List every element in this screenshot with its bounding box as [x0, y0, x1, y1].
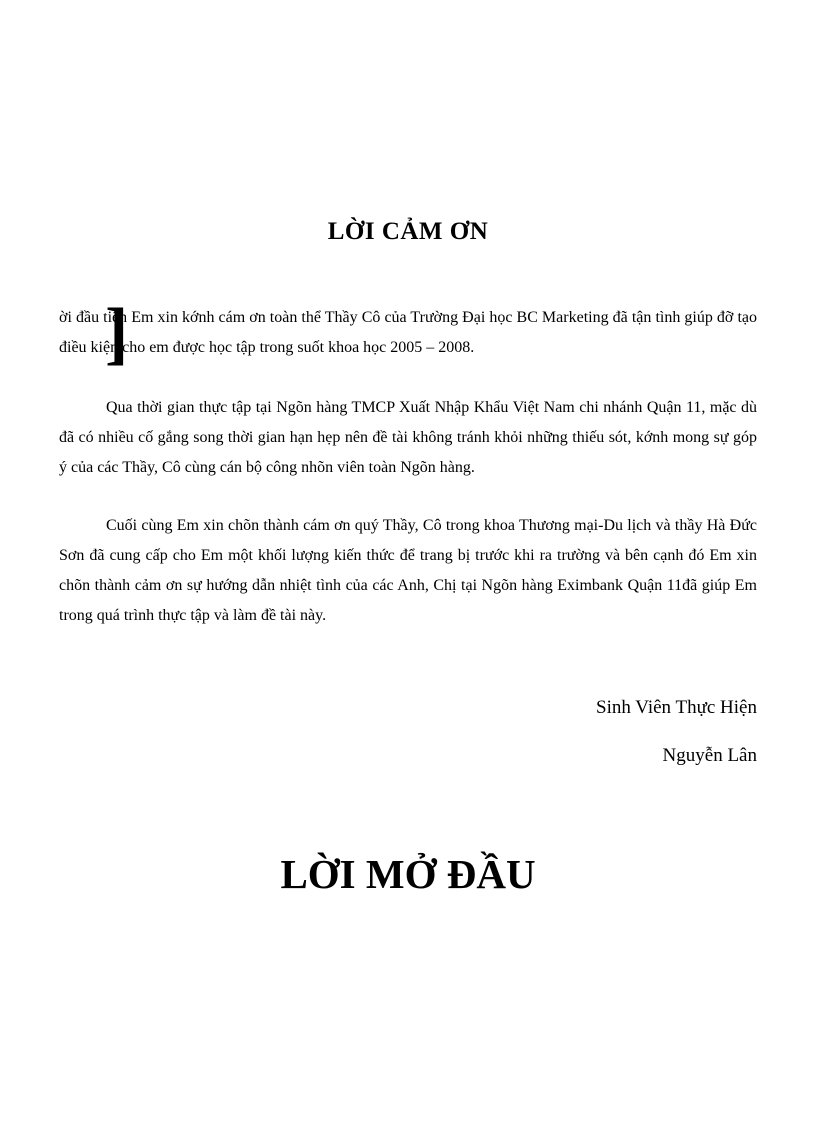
drop-cap-bracket: ] — [105, 295, 129, 372]
thanks-paragraph-2: Qua thời gian thực tập tại Ngõn hàng TMCP Xuất Nhập Khẩu Việt Nam chi nhánh Quận 11, mặc dù đã có nhiều cố gắng song thời gian hạn hẹp nên đề tài không tránh khỏi những thiếu sót, kớnh mong sự góp ý của các Thầy, Cô cùng cán bộ công nhõn viên toàn Ngõn hàng. — [59, 399, 757, 476]
signature-name: Nguyễn Lân — [662, 745, 757, 766]
intro-title: LỜI MỞ ĐẦU — [280, 851, 536, 897]
thanks-title: LỜI CẢM ƠN — [327, 218, 489, 245]
thanks-paragraph-1: ời đầu tiên Em xin kớnh cám ơn toàn thể Thầy Cô của Trường Đại học BC Marketing đã tận tình giúp đỡ tạo điều kiện cho em được học tập trong suốt khoa học 2005 – 2008. — [59, 309, 757, 356]
thanks-paragraph-3: Cuối cùng Em xin chõn thành cám ơn quý Thầy, Cô trong khoa Thương mại-Du lịch và thầy Hà Đức Sơn đã cung cấp cho Em một khối lượng kiến thức để trang bị trước khi ra trường và bên cạnh đó Em xin chõn thành cảm ơn sự hướng dẫn nhiệt tình của các Anh, Chị tại Ngõn hàng Eximbank Quận 11đã giúp Em trong quá trình thực tập và làm đề tài này. — [59, 517, 757, 624]
signature-role: Sinh Viên Thực Hiện — [596, 697, 757, 718]
